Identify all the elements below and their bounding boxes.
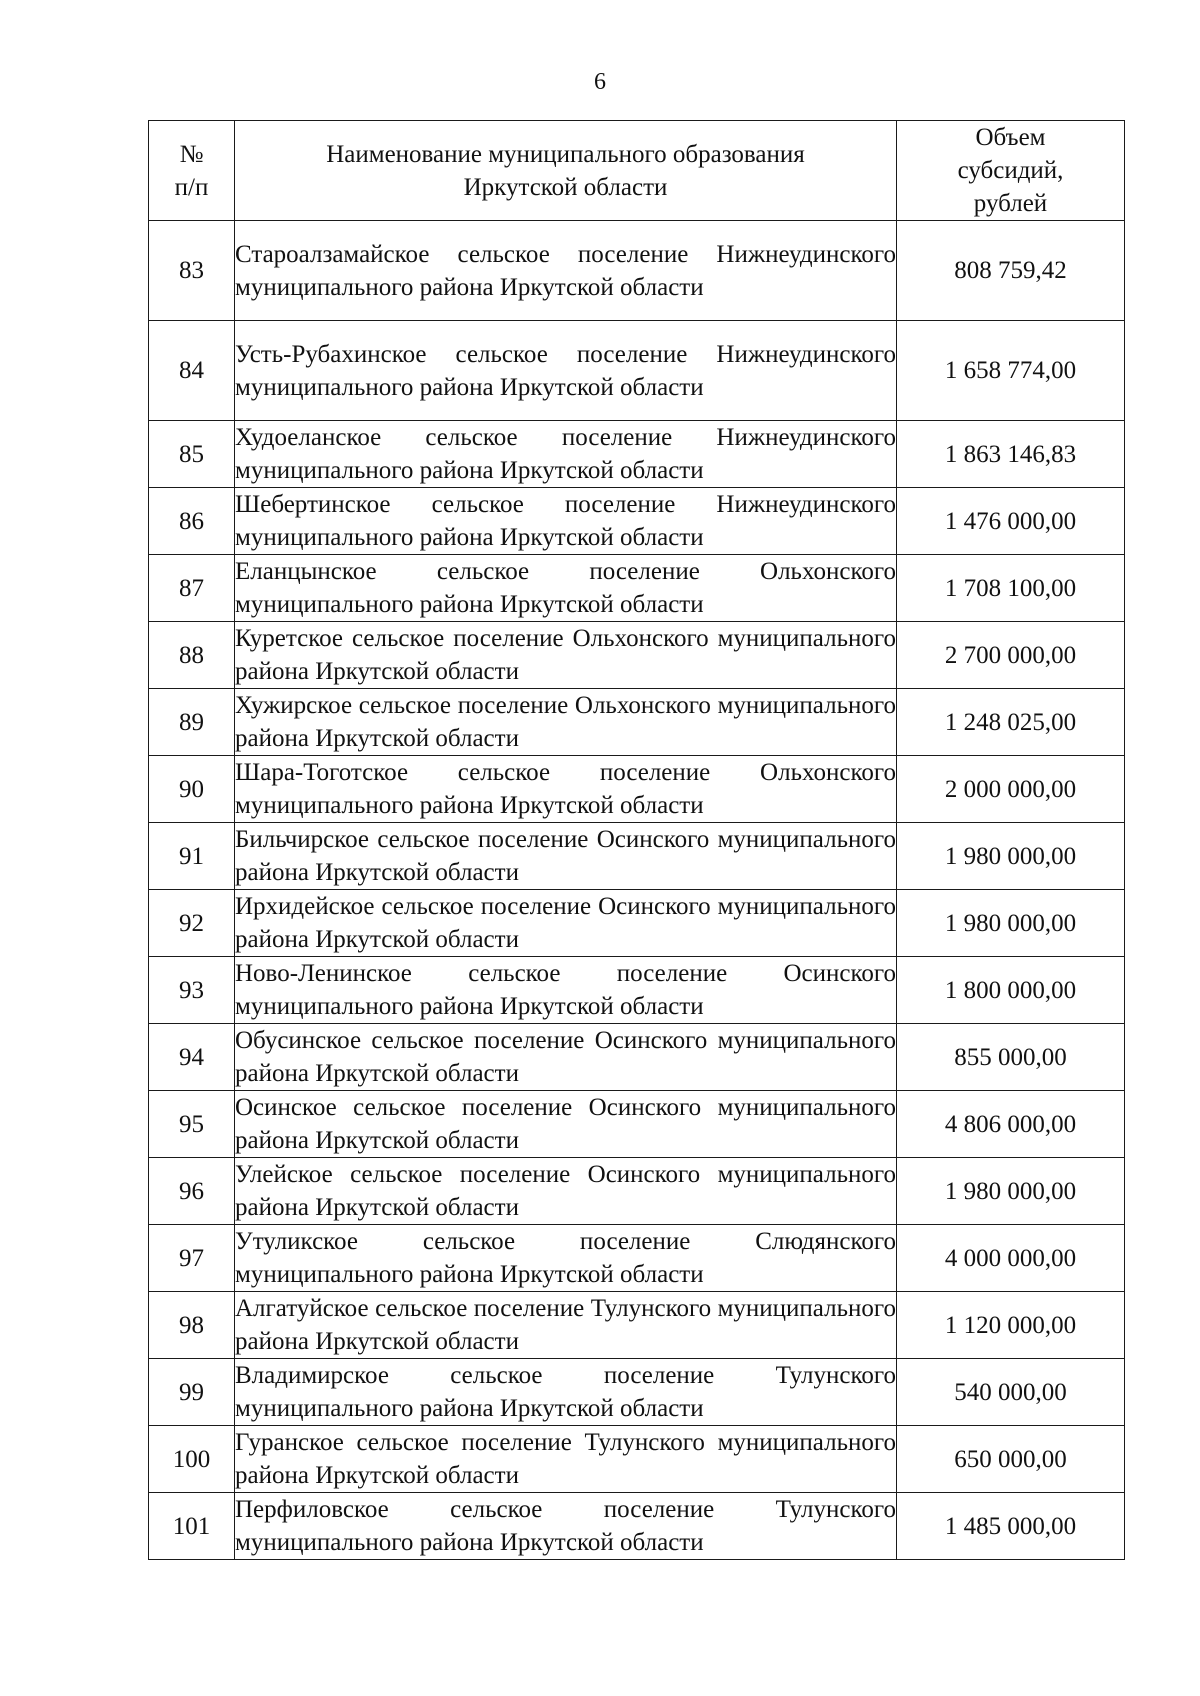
row-number: 90 [149,756,235,823]
subsidy-table [148,120,1125,1560]
row-number: 86 [149,488,235,555]
table-row [149,689,1125,756]
municipality-name: Алгатуйское сельское поселение Тулунского муниципального района Иркутской области [235,1292,897,1359]
row-number: 87 [149,555,235,622]
subsidy-amount: 4 000 000,00 [897,1225,1125,1292]
municipality-name: Староалзамайское сельское поселение Нижнеудинского муниципального района Иркутской области [235,221,897,321]
row-number: 101 [149,1493,235,1560]
page-number: 6 [594,69,606,95]
municipality-name: Шара-Тоготское сельское поселение Ольхонского муниципального района Иркутской области [235,756,897,823]
row-number: 84 [149,321,235,421]
row-number: 99 [149,1359,235,1426]
municipality-name: Осинское сельское поселение Осинского муниципального района Иркутской области [235,1091,897,1158]
table-row [149,1292,1125,1359]
subsidy-amount: 1 708 100,00 [897,555,1125,622]
table-row [149,421,1125,488]
table-row [149,1359,1125,1426]
row-number: 98 [149,1292,235,1359]
table-row [149,1091,1125,1158]
subsidy-amount: 1 248 025,00 [897,689,1125,756]
row-number: 85 [149,421,235,488]
row-number: 93 [149,957,235,1024]
subsidy-amount: 650 000,00 [897,1426,1125,1493]
table-row [149,1426,1125,1493]
row-number: 83 [149,221,235,321]
header-subsidy-amount: Объем субсидий, рублей [897,121,1125,221]
row-number: 97 [149,1225,235,1292]
municipality-name: Обусинское сельское поселение Осинского муниципального района Иркутской области [235,1024,897,1091]
subsidy-amount: 1 980 000,00 [897,823,1125,890]
subsidy-amount: 1 485 000,00 [897,1493,1125,1560]
subsidy-amount: 1 800 000,00 [897,957,1125,1024]
table-row [149,1225,1125,1292]
municipality-name: Гуранское сельское поселение Тулунского муниципального района Иркутской области [235,1426,897,1493]
subsidy-amount: 1 863 146,83 [897,421,1125,488]
row-number: 88 [149,622,235,689]
municipality-name: Ново-Ленинское сельское поселение Осинского муниципального района Иркутской области [235,957,897,1024]
subsidy-amount: 1 658 774,00 [897,321,1125,421]
municipality-name: Перфиловское сельское поселение Тулунского муниципального района Иркутской области [235,1493,897,1560]
municipality-name: Ирхидейское сельское поселение Осинского муниципального района Иркутской области [235,890,897,957]
subsidy-amount: 1 120 000,00 [897,1292,1125,1359]
municipality-name: Хужирское сельское поселение Ольхонского муниципального района Иркутской области [235,689,897,756]
table-row [149,890,1125,957]
table-row [149,1024,1125,1091]
subsidy-amount: 808 759,42 [897,221,1125,321]
subsidy-amount: 4 806 000,00 [897,1091,1125,1158]
municipality-name: Усть-Рубахинское сельское поселение Нижнеудинского муниципального района Иркутской области [235,321,897,421]
subsidy-amount: 540 000,00 [897,1359,1125,1426]
table-row [149,555,1125,622]
table-row [149,1493,1125,1560]
table-header-row [149,121,1125,221]
row-number: 94 [149,1024,235,1091]
table-row [149,957,1125,1024]
table-row [149,756,1125,823]
subsidy-amount: 1 980 000,00 [897,890,1125,957]
table-row [149,221,1125,321]
municipality-name: Улейское сельское поселение Осинского муниципального района Иркутской области [235,1158,897,1225]
table-row [149,622,1125,689]
municipality-name: Худоеланское сельское поселение Нижнеудинского муниципального района Иркутской области [235,421,897,488]
subsidy-amount: 1 980 000,00 [897,1158,1125,1225]
municipality-name: Еланцынское сельское поселение Ольхонского муниципального района Иркутской области [235,555,897,622]
row-number: 92 [149,890,235,957]
row-number: 89 [149,689,235,756]
row-number: 91 [149,823,235,890]
row-number: 95 [149,1091,235,1158]
municipality-name: Шебертинское сельское поселение Нижнеудинского муниципального района Иркутской области [235,488,897,555]
subsidy-amount: 2 700 000,00 [897,622,1125,689]
row-number: 100 [149,1426,235,1493]
row-number: 96 [149,1158,235,1225]
municipality-name: Бильчирское сельское поселение Осинского муниципального района Иркутской области [235,823,897,890]
municipality-name: Владимирское сельское поселение Тулунского муниципального района Иркутской области [235,1359,897,1426]
subsidy-amount: 2 000 000,00 [897,756,1125,823]
table-row [149,488,1125,555]
table-row [149,1158,1125,1225]
subsidy-amount: 1 476 000,00 [897,488,1125,555]
municipality-name: Куретское сельское поселение Ольхонского муниципального района Иркутской области [235,622,897,689]
municipality-name: Утуликское сельское поселение Слюдянского муниципального района Иркутской области [235,1225,897,1292]
table-row [149,321,1125,421]
table-row [149,823,1125,890]
subsidy-amount: 855 000,00 [897,1024,1125,1091]
header-municipality-name: Наименование муниципального образования Иркутской области [235,121,897,221]
header-row-number: № п/п [149,121,235,221]
